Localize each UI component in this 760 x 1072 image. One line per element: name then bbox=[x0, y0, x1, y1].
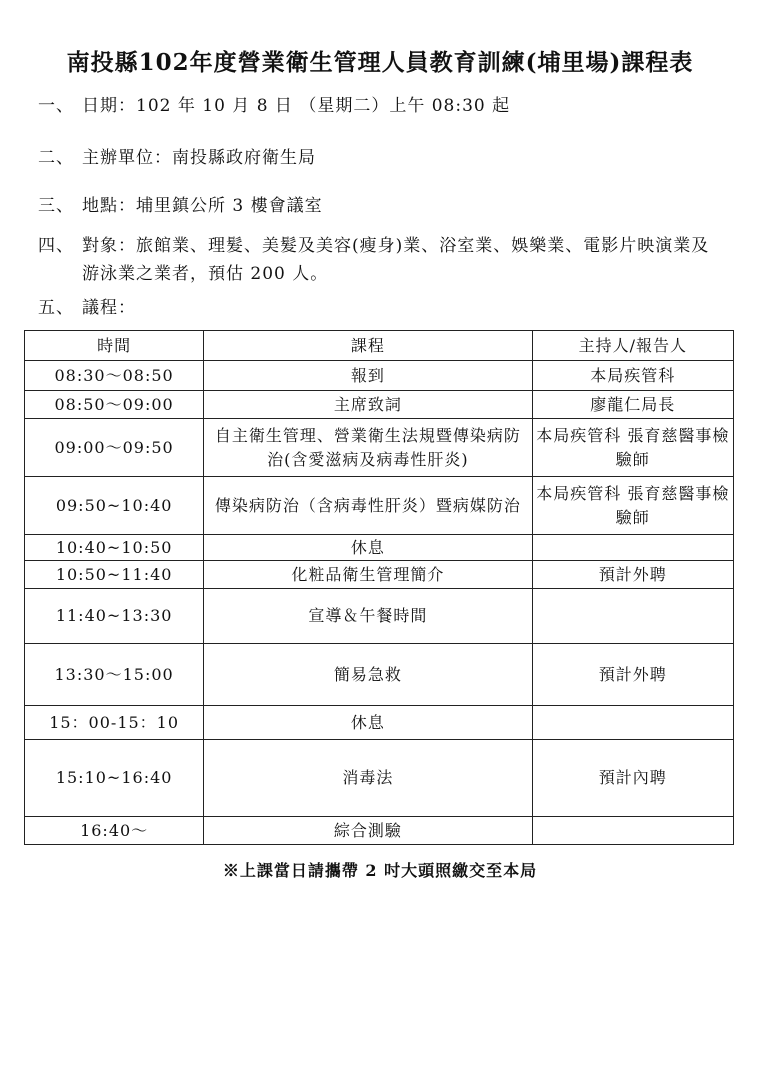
table-row bbox=[25, 817, 734, 845]
course-cell: 自主衛生管理、營業衛生法規暨傳染病防治(含愛滋病及病毒性肝炎) bbox=[204, 419, 532, 477]
info-item-location bbox=[38, 192, 323, 220]
time-cell: 16:40～ bbox=[25, 817, 204, 845]
host-cell: 廖龍仁局長 bbox=[532, 391, 733, 419]
item-number: 一、 bbox=[38, 96, 74, 116]
item-number: 二、 bbox=[38, 148, 74, 168]
course-cell: 化粧品衛生管理簡介 bbox=[204, 561, 532, 589]
item-text: 日期：102 年 10 月 8 日 （星期二）上午 08:30 起 bbox=[82, 96, 511, 116]
course-cell: 綜合測驗 bbox=[204, 817, 532, 845]
item-number: 五、 bbox=[38, 298, 74, 318]
info-item-audience bbox=[38, 232, 722, 288]
course-cell: 消毒法 bbox=[204, 740, 532, 817]
schedule-table bbox=[24, 330, 734, 845]
document-title: 南投縣102年度營業衛生管理人員教育訓練(埔里場)課程表 bbox=[66, 49, 694, 76]
host-cell bbox=[532, 535, 733, 561]
host-cell bbox=[532, 817, 733, 845]
table-row bbox=[25, 477, 734, 535]
time-cell: 08:50～09:00 bbox=[25, 391, 204, 419]
table-row bbox=[25, 535, 734, 561]
host-cell: 預計內聘 bbox=[532, 740, 733, 817]
table-row bbox=[25, 561, 734, 589]
item-text: 對象：旅館業、理髮、美髮及美容(瘦身)業、浴室業、娛樂業、電影片映演業及游泳業之業者，預估 200 人。 bbox=[82, 236, 710, 284]
table-row bbox=[25, 419, 734, 477]
time-cell: 13:30～15:00 bbox=[25, 644, 204, 706]
table-row bbox=[25, 391, 734, 419]
time-cell: 09:00～09:50 bbox=[25, 419, 204, 477]
time-cell: 10:50~11:40 bbox=[25, 561, 204, 589]
course-cell: 報到 bbox=[204, 361, 532, 391]
time-cell: 10:40~10:50 bbox=[25, 535, 204, 561]
table-row bbox=[25, 740, 734, 817]
time-cell: 15：00-15：10 bbox=[25, 706, 204, 740]
item-number: 三、 bbox=[38, 196, 74, 216]
info-item-agenda bbox=[38, 294, 136, 322]
item-number: 四、 bbox=[38, 236, 74, 256]
info-item-organizer bbox=[38, 144, 316, 172]
host-cell: 預計外聘 bbox=[532, 644, 733, 706]
item-text: 議程： bbox=[82, 298, 136, 318]
header-time: 時間 bbox=[25, 331, 204, 361]
host-cell: 本局疾管科 張育慈醫事檢驗師 bbox=[532, 419, 733, 477]
course-cell: 休息 bbox=[204, 535, 532, 561]
course-cell: 主席致詞 bbox=[204, 391, 532, 419]
info-item-date bbox=[38, 92, 510, 120]
host-cell bbox=[532, 589, 733, 644]
table-row bbox=[25, 361, 734, 391]
host-cell: 本局疾管科 張育慈醫事檢驗師 bbox=[532, 477, 733, 535]
header-host: 主持人/報告人 bbox=[532, 331, 733, 361]
item-text: 地點：埔里鎮公所 3 樓會議室 bbox=[82, 196, 323, 216]
time-cell: 08:30～08:50 bbox=[25, 361, 204, 391]
host-cell bbox=[532, 706, 733, 740]
host-cell: 預計外聘 bbox=[532, 561, 733, 589]
host-cell: 本局疾管科 bbox=[532, 361, 733, 391]
table-row bbox=[25, 644, 734, 706]
table-header-row bbox=[25, 331, 734, 361]
header-course: 課程 bbox=[204, 331, 532, 361]
footnote: ※上課當日請攜帶 2 吋大頭照繳交至本局 bbox=[222, 861, 538, 880]
course-cell: 簡易急救 bbox=[204, 644, 532, 706]
time-cell: 09:50~10:40 bbox=[25, 477, 204, 535]
time-cell: 15:10~16:40 bbox=[25, 740, 204, 817]
course-cell: 休息 bbox=[204, 706, 532, 740]
table-row bbox=[25, 706, 734, 740]
table-row bbox=[25, 589, 734, 644]
course-cell: 傳染病防治（含病毒性肝炎）暨病媒防治 bbox=[204, 477, 532, 535]
item-text: 主辦單位：南投縣政府衛生局 bbox=[82, 148, 316, 168]
time-cell: 11:40~13:30 bbox=[25, 589, 204, 644]
course-cell: 宣導＆午餐時間 bbox=[204, 589, 532, 644]
